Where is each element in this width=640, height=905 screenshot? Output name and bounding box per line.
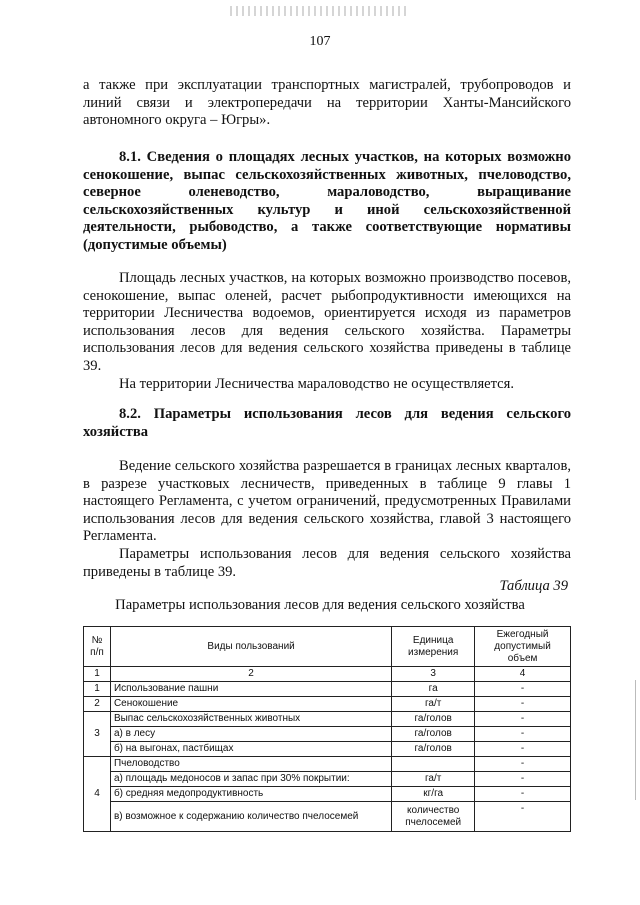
- table-row: [84, 802, 571, 832]
- parameters-table: [83, 626, 571, 832]
- table-title: Параметры использования лесов для ведения сельского хозяйства: [115, 597, 525, 613]
- row-type: Выпас сельскохозяйственных животных: [110, 712, 391, 727]
- row-volume: -: [475, 802, 571, 832]
- section-8-2-heading: 8.2. Параметры использования лесов для ведения сельского хозяйства: [83, 406, 571, 440]
- row-num: 2: [84, 697, 111, 712]
- intro-paragraph: [83, 77, 571, 130]
- section-8-2-paragraph-1: Ведение сельского хозяйства разрешается в границах лесных кварталов, в разрезе участковых лесничеств, приведенных в таблице 9 главы 1 настоящего Регламента, с учетом ограничений, предусмотренных Правилами использования лесов для ведения сельского хозяйства, главой 3 настоящего Регламента.: [83, 458, 571, 545]
- col-number: 3: [392, 667, 475, 682]
- scan-edge-mark: [635, 680, 636, 800]
- table-number-label: Таблица 39: [499, 578, 568, 594]
- page-number: 107: [309, 34, 331, 49]
- table-row: [84, 727, 571, 742]
- table-row: [84, 757, 571, 772]
- row-type: а) в лесу: [110, 727, 391, 742]
- row-volume: -: [475, 697, 571, 712]
- row-unit: га/голов: [392, 712, 475, 727]
- row-type: Сенокошение: [110, 697, 391, 712]
- row-type: а) площадь медоносов и запас при 30% покрытии:: [110, 772, 391, 787]
- section-8-1-paragraph-2: На территории Лесничества мараловодство не осуществляется.: [119, 375, 515, 392]
- row-volume: -: [475, 727, 571, 742]
- table-row: [84, 682, 571, 697]
- col-number: 2: [110, 667, 391, 682]
- header-type: Виды пользований: [110, 627, 391, 667]
- row-volume: -: [475, 682, 571, 697]
- row-unit: га/т: [392, 697, 475, 712]
- row-unit: га/т: [392, 772, 475, 787]
- row-unit: га/голов: [392, 727, 475, 742]
- row-type: в) возможное к содержанию количество пчелосемей: [110, 802, 391, 832]
- row-volume: -: [475, 757, 571, 772]
- intro-text: а также при эксплуатации транспортных магистралей, трубопроводов и линий связи и электропередачи на территории Ханты-Мансийского автономного округа – Югры».: [83, 77, 571, 129]
- header-num: № п/п: [84, 627, 111, 667]
- row-num: 3: [84, 712, 111, 757]
- section-8-1-body: [83, 270, 571, 393]
- row-unit: га/голов: [392, 742, 475, 757]
- section-8-1-heading: 8.1. Сведения о площадях лесных участков, на которых возможно сенокошение, выпас сельскохозяйственных животных, пчеловодство, северное оленеводство, мараловодство, выращивание сельскохозяйственных культур и иной сельскохозяйственной деятельности, рыбоводство, а также соответствующие нормативы (допустимые объемы): [83, 149, 571, 253]
- row-num: 1: [84, 682, 111, 697]
- col-number: 4: [475, 667, 571, 682]
- row-type: Пчеловодство: [110, 757, 391, 772]
- table-row: [84, 787, 571, 802]
- row-num: 4: [84, 757, 111, 832]
- row-type: б) на выгонах, пастбищах: [110, 742, 391, 757]
- section-8-2-paragraph-2: Параметры использования лесов для ведения сельского хозяйства приведены в таблице 39.: [83, 545, 571, 580]
- row-unit: га: [392, 682, 475, 697]
- section-8-1-paragraph-1: Площадь лесных участков, на которых возможно производство посевов, сенокошение, выпас оленей, расчет рыбопродуктивности имеющихся на территории Лесничества водоемов, ориентируется исходя из параметров использования лесов для ведения сельского хозяйства. Параметры использования лесов для ведения сельского хозяйства приведены в таблице 39.: [83, 270, 571, 374]
- col-number: 1: [84, 667, 111, 682]
- row-volume: -: [475, 787, 571, 802]
- header-volume: Ежегодный допустимый объем: [475, 627, 571, 667]
- scan-noise: [230, 6, 410, 16]
- row-type: Использование пашни: [110, 682, 391, 697]
- row-type: б) средняя медопродуктивность: [110, 787, 391, 802]
- row-unit: кг/га: [392, 787, 475, 802]
- row-volume: -: [475, 712, 571, 727]
- table-row: [84, 712, 571, 727]
- table-column-numbers-row: [84, 667, 571, 682]
- row-unit: количество пчелосемей: [392, 802, 475, 832]
- table-row: [84, 697, 571, 712]
- row-unit: [392, 757, 475, 772]
- header-unit: Единица измерения: [392, 627, 475, 667]
- table-row: [84, 742, 571, 757]
- row-volume: -: [475, 772, 571, 787]
- section-8-2-body: [83, 458, 571, 581]
- table-header-row: [84, 627, 571, 667]
- table-row: [84, 772, 571, 787]
- row-volume: -: [475, 742, 571, 757]
